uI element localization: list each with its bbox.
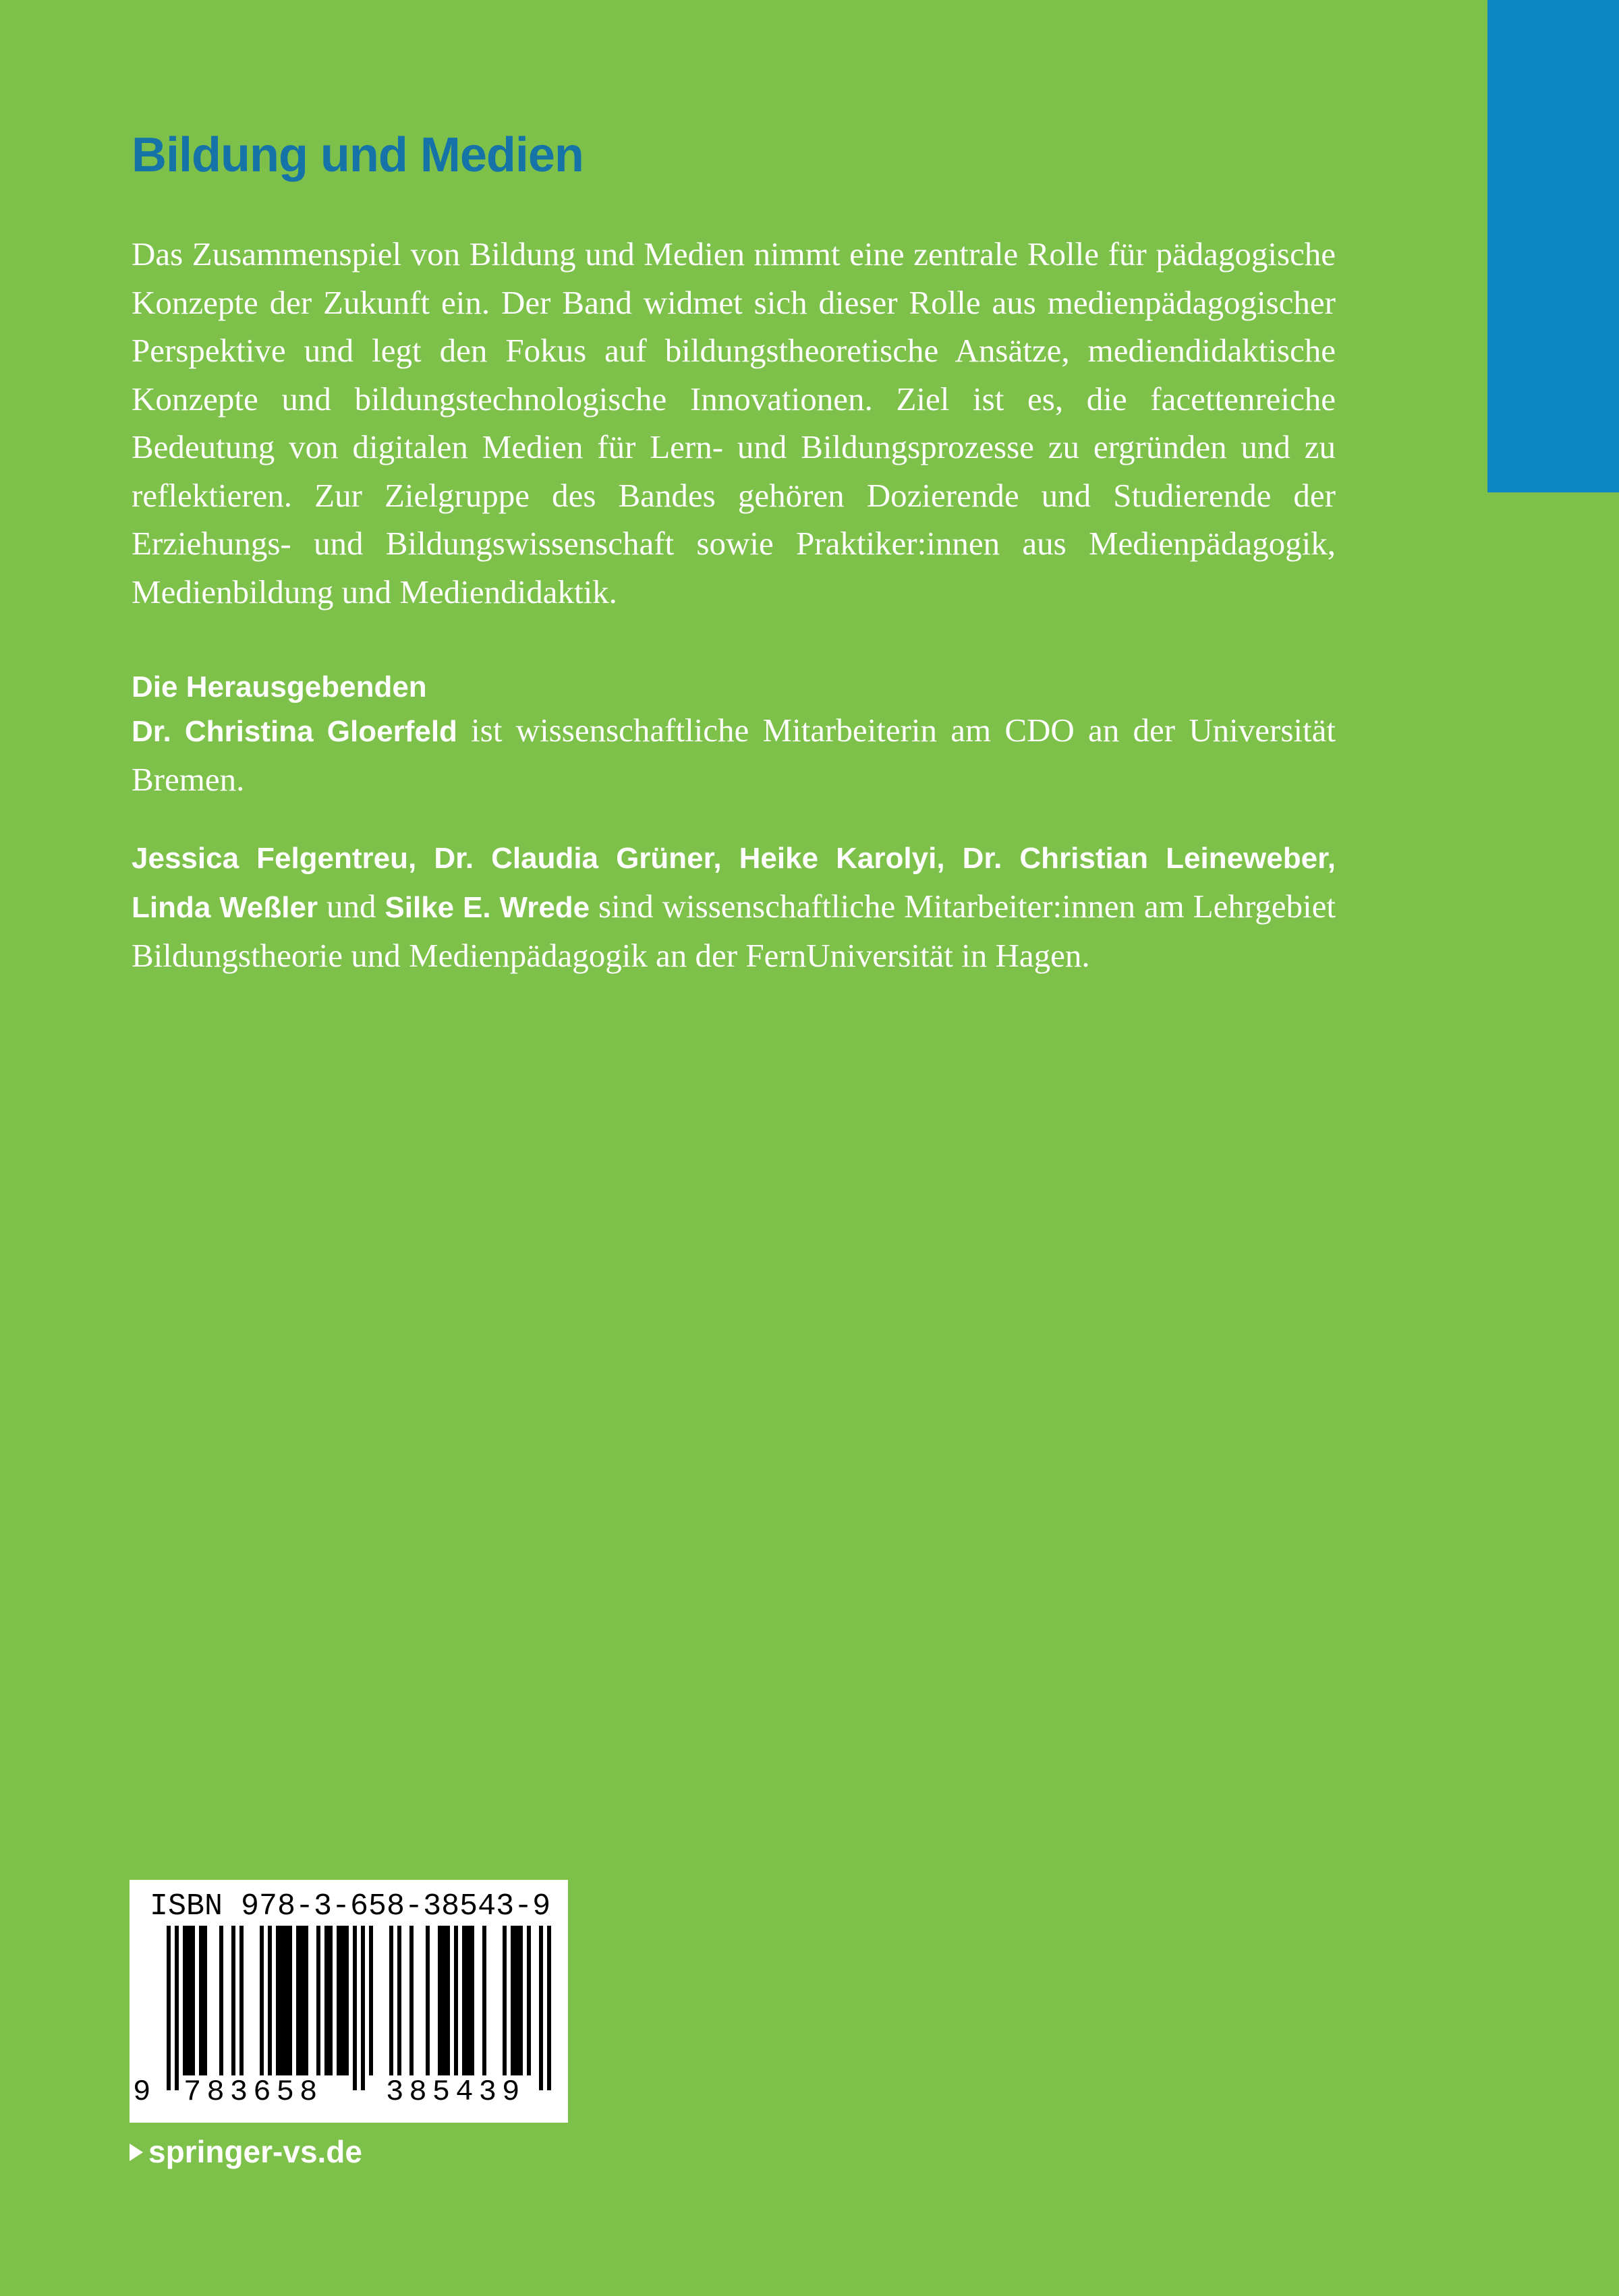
editor-name: Linda Weßler: [132, 891, 318, 924]
barcode-bar: [397, 1926, 401, 2075]
barcode-bar: [426, 1926, 430, 2075]
barcode-bar: [296, 1926, 300, 2075]
barcode-bar: [219, 1926, 223, 2075]
barcode-bar: [288, 1926, 292, 2075]
barcode-bar: [482, 1926, 486, 2075]
editor-name: Dr. Claudia Grüner: [434, 842, 714, 875]
barcode-bar: [239, 1926, 244, 2075]
book-title: Bildung und Medien: [132, 128, 584, 182]
barcode-bar: [446, 1926, 450, 2075]
editor-bio-team: Jessica Felgentreu, Dr. Claudia Grüner, Heike Karolyi, Dr. Christian Leineweber, Linda Weßler und Silke E. Wrede sind wissenschaftliche Mitarbeiter:innen am Lehrgebiet Bildungstheorie und Medienpädagogik an der FernUniversität in Hagen.: [132, 842, 1336, 974]
blurb-paragraph: Das Zusammenspiel von Bildung und Medien nimmt eine zentrale Rolle für pädagogische Konzepte der Zukunft ein. Der Band widmet sich dieser Rolle aus medienpädagogischer Perspektive und legt den Fokus auf bildungstheoretische Ansätze, mediendidaktische Konzepte und bildungstechnologische Innovationen. Ziel ist es, die facettenreiche Bedeutung von digitalen Medien für Lern- und Bildungsprozesse zu ergründen und zu reflektieren. Zur Zielgruppe des Bandes gehören Dozierende und Studierende der Erziehungs- und Bildungswissenschaft sowie Praktiker:innen aus Medienpädagogik, Medienbildung und Mediendidaktik.: [132, 235, 1336, 610]
barcode-bar: [337, 1926, 341, 2075]
editor-bio-text: ist wissenschaftliche Mitarbeiterin am CDO an der Universität Bremen.: [132, 712, 1336, 798]
barcode-guard-bar: [547, 1926, 551, 2090]
barcode-guard-bar: [353, 1926, 357, 2090]
barcode-bar: [462, 1926, 466, 2075]
barcode-bar: [454, 1926, 458, 2075]
barcode-bar: [304, 1926, 308, 2075]
publisher-link[interactable]: [130, 2131, 362, 2172]
barcode-bar: [280, 1926, 284, 2075]
editor-name: Heike Karolyi: [739, 842, 937, 875]
barcode-guard-bar: [167, 1926, 171, 2090]
barcode-bar: [260, 1926, 264, 2075]
barcode-bar: [511, 1926, 515, 2075]
barcode-bar: [515, 1926, 519, 2075]
editor-name: Dr. Christina Gloerfeld: [132, 715, 457, 748]
barcode-bar: [409, 1926, 414, 2075]
arrow-right-icon: [130, 2144, 143, 2161]
barcode-bar: [519, 1926, 523, 2075]
barcode-guard-bar: [175, 1926, 179, 2090]
barcode-bar: [203, 1926, 207, 2075]
barcode-bar: [442, 1926, 446, 2075]
barcode-bar: [191, 1926, 195, 2075]
editor-bio-text: sind wissenschaftliche Mitarbeiter:innen am Lehrgebiet Bildungstheorie und Medienpädagogik an der FernUniversität in Hagen.: [132, 888, 1336, 974]
barcode-bar: [231, 1926, 235, 2075]
barcode-bar: [503, 1926, 507, 2075]
barcode-bar: [183, 1926, 187, 2075]
barcode-bar: [470, 1926, 474, 2075]
barcode-bar: [316, 1926, 320, 2075]
publisher-url: springer-vs.de: [148, 2134, 362, 2169]
editor-name: Jessica Felgentreu: [132, 842, 409, 875]
barcode-bar: [324, 1926, 329, 2075]
barcode-bar: [329, 1926, 333, 2075]
editor-name: Dr. Christian Leineweber: [962, 842, 1328, 875]
barcode-bar: [284, 1926, 288, 2075]
barcode-bar: [345, 1926, 349, 2075]
barcode-bar: [341, 1926, 345, 2075]
barcode-bar: [527, 1926, 531, 2075]
barcode-bar: [438, 1926, 442, 2075]
barcode-guard-bar: [361, 1926, 365, 2090]
editor-name: Silke E. Wrede: [385, 891, 590, 924]
ean-right-digits: 385439: [386, 2075, 526, 2109]
editor-bio-gloerfeld: [132, 706, 1336, 803]
barcode-bar: [466, 1926, 470, 2075]
editors-heading: Die Herausgebenden: [132, 670, 427, 704]
barcode-bar: [199, 1926, 203, 2075]
barcode-guard-bar: [539, 1926, 543, 2090]
barcode-bar: [389, 1926, 393, 2075]
isbn-barcode: [130, 1880, 568, 2123]
barcode-bar: [276, 1926, 280, 2075]
ean-left-digits: 783658: [183, 2075, 323, 2109]
barcode-bar: [268, 1926, 272, 2075]
barcode-bar: [369, 1926, 373, 2075]
blue-accent-strip: [1487, 0, 1619, 492]
isbn-label: ISBN 978-3-658-38543-9: [150, 1889, 551, 1924]
barcode-bar: [187, 1926, 191, 2075]
ean-first-digit: 9: [133, 2075, 151, 2109]
barcode-bar: [300, 1926, 304, 2075]
